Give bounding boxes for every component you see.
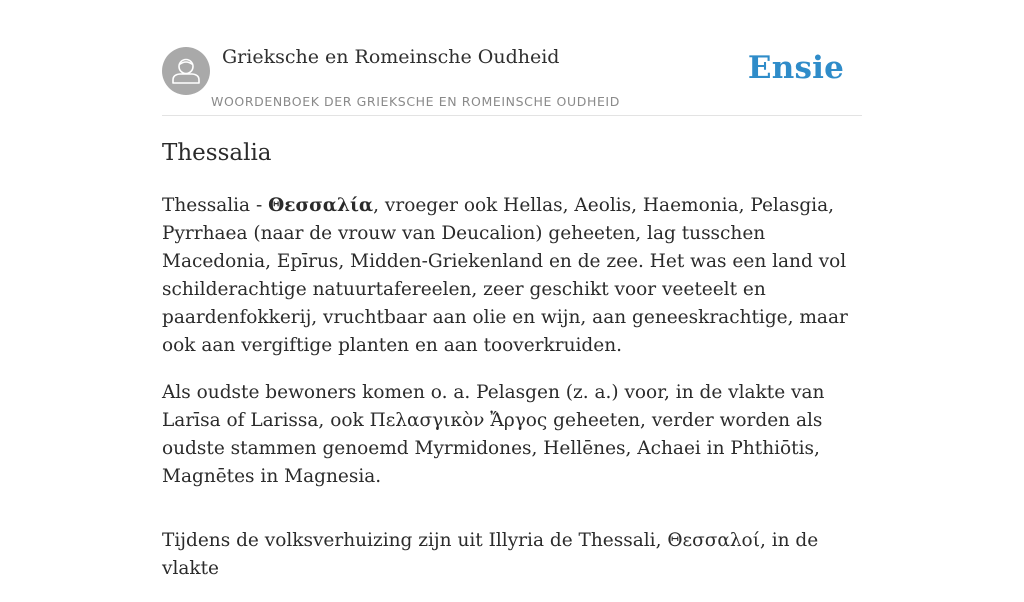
book-title[interactable]: Grieksche en Romeinsche Oudheid: [222, 46, 560, 68]
header: [162, 0, 862, 116]
avatar[interactable]: [162, 47, 210, 95]
paragraph-1-text: , vroeger ook Hellas, Aeolis, Haemonia, Pelasgia, Pyrrhaea (naar de vrouw van Deucalion) geheeten, lag tusschen Macedonia, Epīrus, Midden-Griekenland en de zee. Het was een land vol schilderachtige natuurtafereelen, zeer geschikt voor veeteelt en paardenfokkerij, vruchtbaar aan olie en wijn, aan geneeskrachtige, maar ook aan vergiftige planten en aan tooverkruiden.: [162, 195, 848, 356]
paragraph-2: Als oudste bewoners komen o. a. Pelasgen (z. a.) voor, in de vlakte van Larīsa of Larissa, ook Πελασγικὸν Ἄργος geheeten, verder worden als oudste stammen genoemd Myrmidones, Hellēnes, Achaei in Phthiōtis, Magnētes in Magnesia.: [162, 382, 825, 487]
user-icon: [162, 47, 210, 95]
book-subtitle: WOORDENBOEK DER GRIEKSCHE EN ROMEINSCHE OUDHEID: [211, 94, 620, 109]
paragraph-3: Tijdens de volksverhuizing zijn uit Illyria de Thessali, Θεσσαλοί, in de vlakte: [162, 530, 819, 579]
entry-content: [162, 192, 862, 602]
entry-lead: Thessalia -: [162, 195, 269, 216]
entry-title: Thessalia: [162, 140, 272, 166]
ensie-logo[interactable]: Ensie: [747, 50, 844, 86]
paragraph-1: [162, 192, 862, 360]
page: [162, 0, 862, 579]
greek-term: Θεσσαλία: [268, 195, 374, 216]
